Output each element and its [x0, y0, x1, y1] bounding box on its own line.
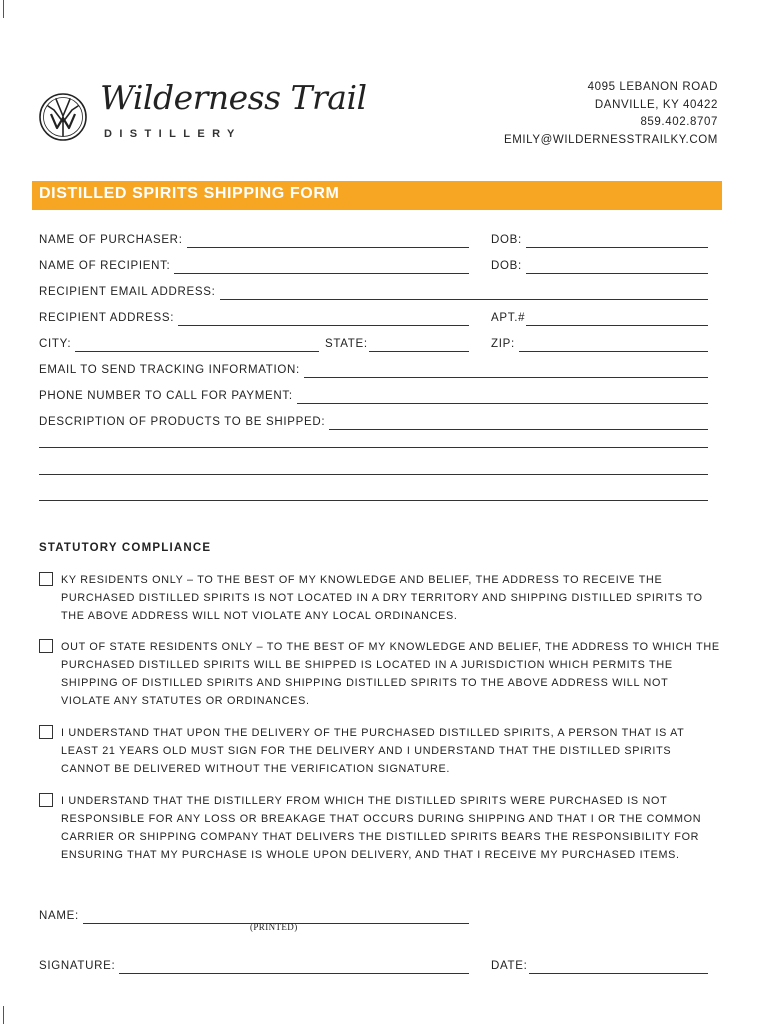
purchaser-dob-field[interactable] [491, 230, 708, 248]
recipient-email-label: RECIPIENT EMAIL ADDRESS: [39, 286, 216, 298]
recipient-dob-line[interactable] [526, 260, 708, 274]
compliance-item [39, 638, 723, 710]
purchaser-name-label: NAME OF PURCHASER: [39, 234, 183, 246]
tracking-email-field[interactable] [39, 360, 708, 378]
address-email: EMILY@WILDERNESSTRAILKY.COM [503, 133, 718, 146]
recipient-address-line[interactable] [178, 312, 469, 326]
compliance-checkbox[interactable] [39, 793, 53, 807]
purchaser-row [39, 230, 708, 248]
city-state-zip-row [39, 334, 708, 352]
purchaser-dob-label: DOB: [491, 234, 522, 246]
compliance-item [39, 571, 723, 625]
recipient-dob-label: DOB: [491, 260, 522, 272]
form-title-bar [32, 181, 722, 210]
apt-field[interactable] [491, 308, 708, 326]
city-field[interactable] [39, 334, 319, 352]
recipient-dob-field[interactable] [491, 256, 708, 274]
tree-w-emblem-icon [38, 92, 88, 142]
recipient-address-field[interactable] [39, 308, 469, 326]
date-field[interactable] [491, 956, 708, 974]
compliance-checkbox[interactable] [39, 572, 53, 586]
compliance-item-text: KY RESIDENTS ONLY – TO THE BEST OF MY KNOWLEDGE AND BELIEF, THE ADDRESS TO RECEIVE THE PURCHASED DISTILLED SPIRITS IS NOT LOCATED IN A DRY TERRITORY AND SHIPPING DISTILLED SPIRITS TO THE ABOVE ADDRESS WILL NOT VIOLATE ANY LOCAL ORDINANCES. [61, 574, 703, 622]
state-line[interactable] [369, 338, 469, 352]
recipient-row [39, 256, 708, 274]
payment-phone-label: PHONE NUMBER TO CALL FOR PAYMENT: [39, 390, 293, 402]
date-line[interactable] [529, 960, 708, 974]
apt-label: APT.# [491, 312, 526, 324]
tracking-email-row [39, 360, 708, 378]
signature-field[interactable] [39, 956, 469, 974]
crop-mark-bottom [3, 1006, 4, 1024]
recipient-name-label: NAME OF RECIPIENT: [39, 260, 171, 272]
description-label: DESCRIPTION OF PRODUCTS TO BE SHIPPED: [39, 416, 326, 428]
apt-line[interactable] [526, 312, 708, 326]
recipient-name-line[interactable] [174, 260, 469, 274]
compliance-item-text: I UNDERSTAND THAT THE DISTILLERY FROM WHICH THE DISTILLED SPIRITS WERE PURCHASED IS NOT RESPONSIBLE FOR ANY LOSS OR BREAKAGE THAT OCCURS DURING SHIPPING AND THAT I OR THE COMMON CARRIER OR SHIPPING COMPANY THAT DELIVERS THE DISTILLED SPIRITS BEARS THE RESPONSIBILITY FOR ENSURING THAT MY PURCHASE IS WHOLE UPON DELIVERY, AND THAT I RECEIVE MY PURCHASED ITEMS. [61, 795, 702, 861]
payment-phone-field[interactable] [39, 386, 708, 404]
zip-label: ZIP: [491, 338, 515, 350]
printed-caption: (PRINTED) [250, 922, 298, 932]
recipient-name-field[interactable] [39, 256, 469, 274]
description-field[interactable] [39, 412, 708, 430]
zip-line[interactable] [519, 338, 708, 352]
city-label: CITY: [39, 338, 72, 350]
crop-mark-top [3, 0, 4, 18]
payment-phone-row [39, 386, 708, 404]
purchaser-name-line[interactable] [187, 234, 469, 248]
description-row [39, 412, 708, 430]
recipient-email-field[interactable] [39, 282, 708, 300]
city-line[interactable] [75, 338, 319, 352]
recipient-address-label: RECIPIENT ADDRESS: [39, 312, 175, 324]
compliance-item-text: I UNDERSTAND THAT UPON THE DELIVERY OF THE PURCHASED DISTILLED SPIRITS, A PERSON THAT IS AT LEAST 21 YEARS OLD MUST SIGN FOR THE DELIVERY AND I UNDERSTAND THAT THE DISTILLED SPIRITS CANNOT BE DELIVERED WITHOUT THE VERIFICATION SIGNATURE. [61, 727, 685, 775]
payment-phone-line[interactable] [297, 390, 708, 404]
purchaser-name-field[interactable] [39, 230, 469, 248]
recipient-address-row [39, 308, 708, 326]
brand-sub: DISTILLERY [104, 128, 242, 140]
address-block [504, 79, 718, 149]
state-label: STATE: [325, 338, 368, 350]
date-label: DATE: [491, 960, 528, 972]
signoff-name-row [39, 906, 708, 924]
signoff-signature-row [39, 956, 708, 974]
description-line[interactable] [329, 416, 708, 430]
address-phone: 859.402.8707 [640, 116, 718, 128]
description-line-4[interactable] [39, 500, 708, 501]
signoff-name-label: NAME: [39, 910, 79, 922]
compliance-checkbox[interactable] [39, 725, 53, 739]
brand-name: Wilderness Trail [100, 78, 367, 117]
zip-field[interactable] [491, 334, 708, 352]
form-title: DISTILLED SPIRITS SHIPPING FORM [39, 185, 340, 202]
compliance-checkbox[interactable] [39, 639, 53, 653]
tracking-email-label: EMAIL TO SEND TRACKING INFORMATION: [39, 364, 300, 376]
signature-label: SIGNATURE: [39, 960, 116, 972]
address-city: DANVILLE, KY 40422 [594, 98, 718, 111]
recipient-email-row [39, 282, 708, 300]
state-field[interactable] [325, 334, 469, 352]
signature-line[interactable] [119, 960, 469, 974]
compliance-item [39, 724, 723, 778]
address-street: 4095 LEBANON ROAD [587, 81, 718, 93]
purchaser-dob-line[interactable] [526, 234, 708, 248]
recipient-email-line[interactable] [220, 286, 708, 300]
compliance-heading: STATUTORY COMPLIANCE [39, 542, 212, 554]
description-line-3[interactable] [39, 474, 708, 475]
compliance-item-text: OUT OF STATE RESIDENTS ONLY – TO THE BEST OF MY KNOWLEDGE AND BELIEF, THE ADDRESS TO WHICH THE PURCHASED DISTILLED SPIRITS WILL BE SHIPPED IS LOCATED IN A JURISDICTION WHICH PERMITS THE SHIPPING OF DISTILLED SPIRITS AND SHIPPING DISTILLED SPIRITS TO THE ABOVE ADDRESS WILL NOT VIOLATE ANY STATUTES OR ORDINANCES. [61, 641, 720, 707]
tracking-email-line[interactable] [304, 364, 708, 378]
compliance-item [39, 792, 723, 864]
description-line-2[interactable] [39, 447, 708, 448]
